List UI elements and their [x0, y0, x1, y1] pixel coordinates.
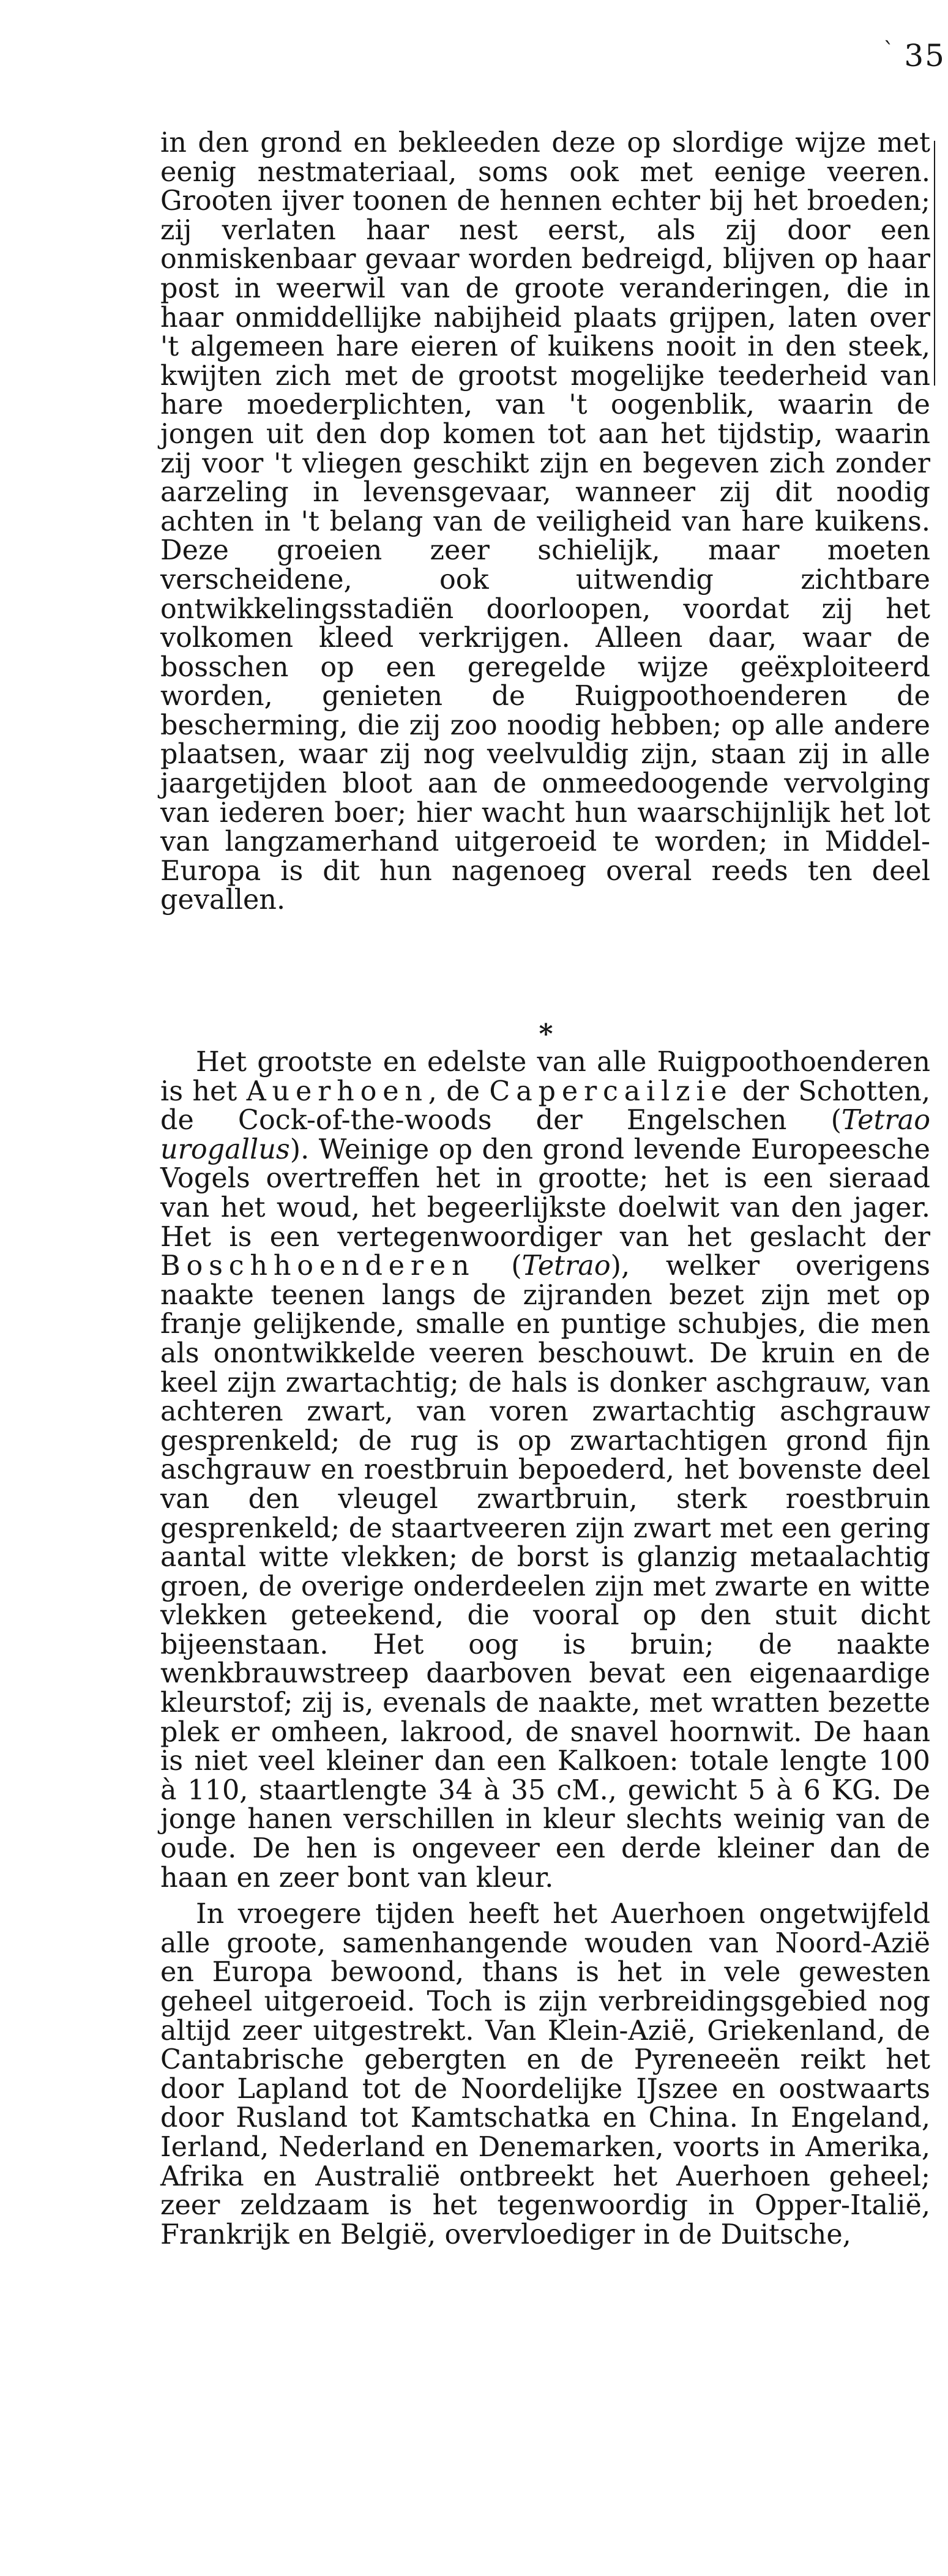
paragraph-nesting: in den grond en bekleeden deze op slordige wijze met eenig nestmateriaal, soms ook met eenige veeren. Grooten ijver toonen de hennen echter bij het broeden; zij verlaten haar nest eerst, als zij door een onmiskenbaar gevaar worden bedreigd, blijven op haar post in weerwil van de groote veranderingen, die in haar onmiddellijke nabijheid plaats grijpen, laten over 't algemeen hare eieren of kuikens nooit in den steek, kwijten zich met de grootst mogelijke teederheid van hare moederplichten, van 't oogenblik, waarin de jongen uit den dop komen tot aan het tijdstip, waarin zij voor 't vliegen geschikt zijn en begeven zich zonder aarzeling in levensgevaar, wanneer zij dit noodig achten in 't belang van de veiligheid van hare kuikens. Deze groeien zeer schielijk, maar moeten verscheidene, ook uitwendig zichtbare ontwikkelingsstadiën doorloopen, voordat zij het volkomen kleed verkrijgen. Alleen daar, waar de bosschen op een geregelde wijze geëxploiteerd worden, genieten de Ruigpoothoenderen de bescherming, die zij zoo noodig hebben; op alle andere plaatsen, waar zij nog veelvuldig zijn, staan zij in alle jaargetijden bloot aan de onmeedoogende vervolging van iederen boer; hier wacht hun waarschijnlijk het lot van langzamerhand uitgeroeid te worden; in Middel-Europa is dit hun nagenoeg overal reeds ten deel gevallen. — [160, 127, 930, 916]
page-number-value: 35 — [904, 38, 946, 73]
text-run: , de — [428, 1075, 490, 1107]
local-name: Capercailzie — [489, 1075, 733, 1107]
margin-rule — [934, 141, 935, 386]
section-divider: * — [539, 1018, 553, 1050]
page-number — [875, 40, 946, 71]
genus-common-name: Boschhoenderen — [160, 1250, 476, 1282]
text-run: der Schotten, de Cock-of-the-woods der Engelschen ( — [160, 1075, 930, 1137]
text-run: Het grootste en edelste van alle Ruigpoothoenderen is het — [160, 1047, 930, 1107]
text-column-top — [160, 129, 930, 915]
text-run: ( — [475, 1250, 522, 1282]
paragraph-auerhoen-description — [160, 1048, 930, 1892]
genus-latin-name: Tetrao — [521, 1250, 611, 1282]
text-run: ), welker overigens naakte teenen langs de zijranden bezet zijn met op franje gelijkende, smalle en puntige schubjes, die men als onontwikkelde veeren beschouwt. De kruin en de keel zijn zwartachtig; de hals is donker aschgrauw, van achteren zwart, van voren zwartachtig aschgrauw gesprenkeld; de rug is op zwartachtigen grond fijn aschgrauw en roestbruin bepoederd, het bovenste deel van den vleugel zwartbruin, sterk roestbruin gesprenkeld; de staartveeren zijn zwart met een gering aantal witte vlekken; de borst is glanzig metaalachtig groen, de overige onderdeelen zijn met zwarte en witte vlekken geteekend, die vooral op den stuit dicht bijeenstaan. Het oog is bruin; de naakte wenkbrauwstreep daarboven bevat een eigenaardige kleurstof; zij is, evenals de naakte, met wratten bezette plek er omheen, lakrood, de snavel hoornwit. De haan is niet veel kleiner dan een Kalkoen: totale lengte 100 à 110, staartlengte 34 à 35 cM., gewicht 5 à 6 KG. De jonge hanen verschillen in kleur slechts weinig van de oude. De hen is ongeveer een derde kleiner dan de haan en zeer bont van kleur. — [160, 1250, 930, 1894]
text-run: ). Weinige op den grond levende Europeesche Vogels overtreffen het in grootte; het is een sieraad van het woud, het begeerlijkste doelwit van den jager. Het is een vertegenwoordiger van het geslacht der — [160, 1133, 930, 1253]
text-column-bottom — [160, 1048, 930, 2249]
latin-name: Tetrao urogallus — [160, 1105, 930, 1165]
paragraph-distribution: In vroegere tijden heeft het Auerhoen ongetwijfeld alle groote, samenhangende wouden van Noord-Azië en Europa bewoond, thans is het in vele gewesten geheel uitgeroeid. Toch is zijn verbreidingsgebied nog altijd zeer uitgestrekt. Van Klein-Azië, Griekenland, de Cantabrische gebergten en de Pyreneeën reikt het door Lapland tot de Noordelijke IJszee en oostwaarts door Rusland tot Kamtschatka en China. In Engeland, Ierland, Nederland en Denemarken, voorts in Amerika, Afrika en Australië ontbreekt het Auerhoen geheel; zeer zeldzaam is het tegenwoordig in Opper-Italië, Frankrijk en België, overvloediger in de Duitsche, — [160, 1898, 930, 2250]
species-name: Auerhoen — [246, 1075, 428, 1107]
page-mark: ` — [883, 39, 896, 64]
